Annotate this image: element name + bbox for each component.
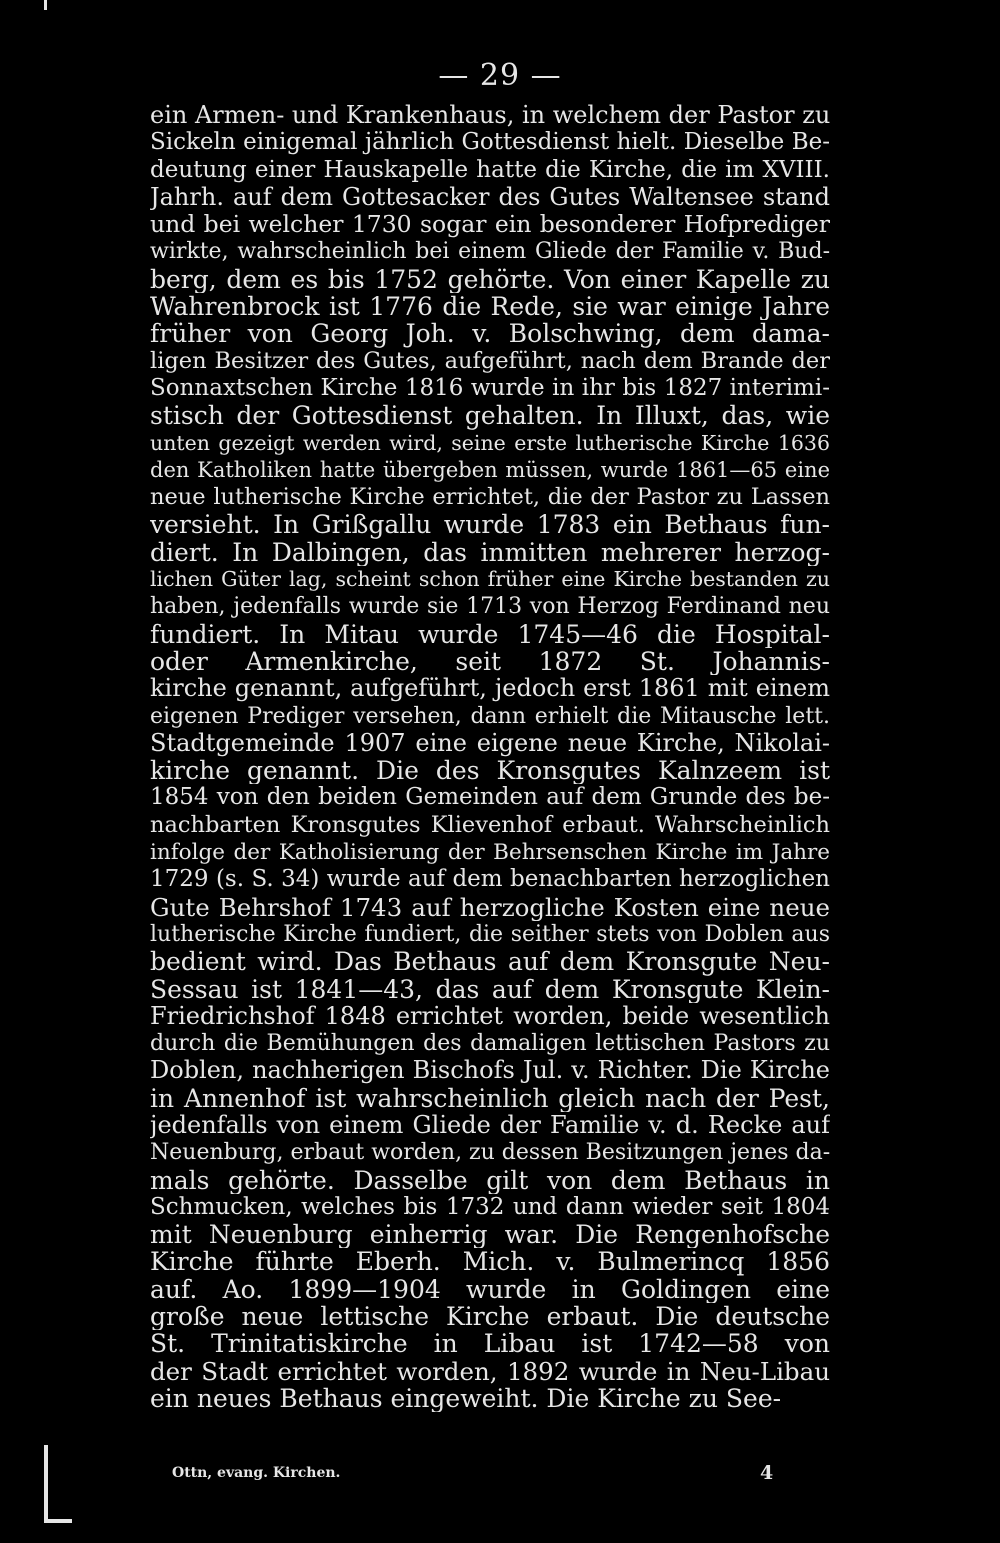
text-line: versieht. In Grißgallu wurde 1783 ein Bethaus fun-: [150, 511, 830, 539]
text-line: fundiert. In Mitau wurde 1745—46 die Hospital-: [150, 620, 830, 648]
text-line: oder Armenkirche, seit 1872 St. Johannis-: [150, 647, 830, 676]
text-line: diert. In Dalbingen, das inmitten mehrerer herzog-: [150, 538, 830, 567]
corner-mark-horizontal: [44, 1519, 72, 1523]
text-line: eigenen Prediger versehen, dann erhielt die Mitausche lett.: [150, 703, 830, 729]
text-line: bedient wird. Das Bethaus auf dem Kronsgute Neu-: [150, 948, 830, 976]
text-line: nachbarten Kronsgutes Klievenhof erbaut. Wahrscheinlich: [150, 811, 830, 838]
scan-edge-mark: [44, 0, 47, 10]
text-line: der Stadt errichtet worden, 1892 wurde in Neu-Libau: [150, 1357, 830, 1385]
signature-footer: Ottn, evang. Kirchen.: [172, 1465, 341, 1481]
text-line: 1854 von den beiden Gemeinden auf dem Grunde des be-: [150, 784, 830, 811]
text-line: lichen Güter lag, scheint schon früher eine Kirche bestanden zu: [150, 567, 830, 592]
text-line: Neuenburg, erbaut worden, zu dessen Besitzungen jenes da-: [150, 1140, 830, 1166]
text-line: 1729 (s. S. 34) wurde auf dem benachbarten herzoglichen: [150, 866, 830, 893]
text-line: deutung einer Hauskapelle hatte die Kirche, die im XVIII.: [150, 156, 830, 183]
text-line: mals gehörte. Dasselbe gilt von dem Bethaus in: [150, 1166, 830, 1194]
text-line: Wahrenbrock ist 1776 die Rede, sie war einige Jahre: [150, 293, 830, 321]
text-line: Stadtgemeinde 1907 eine eigene neue Kirche, Nikolai-: [150, 729, 830, 757]
corner-mark-vertical: [44, 1445, 48, 1523]
text-line: früher von Georg Joh. v. Bolschwing, dem dama-: [150, 320, 830, 348]
text-line: haben, jedenfalls wurde sie 1713 von Herzog Ferdinand neu: [150, 594, 830, 620]
sheet-number: 4: [760, 1462, 774, 1484]
text-line: den Katholiken hatte übergeben müssen, wurde 1861—65 eine: [150, 457, 830, 482]
text-line: kirche genannt. Die des Kronsgutes Kalnzeem ist: [150, 757, 830, 785]
text-line: ligen Besitzer des Gutes, aufgeführt, nach dem Brande der: [150, 347, 830, 374]
text-line: und bei welcher 1730 sogar ein besonderer Hofprediger: [150, 211, 830, 239]
page-number: — 29 —: [438, 58, 562, 93]
text-line: Friedrichshof 1848 errichtet worden, beide wesentlich: [150, 1002, 830, 1030]
text-line: kirche genannt, aufgeführt, jedoch erst 1861 mit einem: [150, 675, 830, 703]
text-line: Gute Behrshof 1743 auf herzogliche Kosten eine neue: [150, 893, 830, 921]
text-line: Doblen, nachherigen Bischofs Jul. v. Richter. Die Kirche: [150, 1057, 830, 1085]
text-line: mit Neuenburg einherrig war. Die Rengenhofsche: [150, 1221, 830, 1249]
text-line: ein Armen- und Krankenhaus, in welchem der Pastor zu: [150, 102, 830, 129]
text-line: Sonnaxtschen Kirche 1816 wurde in ihr bis 1827 interimi-: [150, 374, 830, 401]
text-line: wirkte, wahrscheinlich bei einem Gliede der Familie v. Bud-: [150, 239, 830, 265]
body-text: [150, 102, 830, 1412]
text-line: St. Trinitatiskirche in Libau ist 1742—58 von: [150, 1330, 830, 1358]
text-line: in Annenhof ist wahrscheinlich gleich nach der Pest,: [150, 1084, 830, 1112]
text-line: Sickeln einigemal jährlich Gottesdienst hielt. Dieselbe Be-: [150, 129, 830, 156]
text-line: infolge der Katholisierung der Behrsenschen Kirche im Jahre: [150, 840, 830, 866]
text-line: neue lutherische Kirche errichtet, die der Pastor zu Lassen: [150, 484, 830, 511]
text-line: Kirche führte Eberh. Mich. v. Bulmerincq 1856: [150, 1248, 830, 1276]
text-line: Jahrh. auf dem Gottesacker des Gutes Waltensee stand: [150, 183, 830, 211]
text-line: jedenfalls von einem Gliede der Familie v. d. Recke auf: [150, 1111, 830, 1139]
text-line: durch die Bemühungen des damaligen lettischen Pastors zu: [150, 1031, 830, 1057]
text-line: stisch der Gottesdienst gehalten. In Illuxt, das, wie: [150, 402, 830, 430]
text-line-last: ein neues Bethaus eingeweiht. Die Kirche zu See-: [150, 1384, 782, 1413]
text-line: berg, dem es bis 1752 gehörte. Von einer Kapelle zu: [150, 265, 830, 294]
text-line: Sessau ist 1841—43, das auf dem Kronsgute Klein-: [150, 975, 830, 1003]
text-line: auf. Ao. 1899—1904 wurde in Goldingen eine: [150, 1275, 830, 1304]
text-line: unten gezeigt werden wird, seine erste lutherische Kirche 1636: [150, 430, 830, 455]
text-line: lutherische Kirche fundiert, die seither stets von Doblen aus: [150, 921, 830, 947]
text-line: Schmucken, welches bis 1732 und dann wieder seit 1804: [150, 1193, 830, 1220]
text-line: große neue lettische Kirche erbaut. Die deutsche: [150, 1303, 830, 1331]
scan-corner-mark: [44, 1445, 74, 1525]
